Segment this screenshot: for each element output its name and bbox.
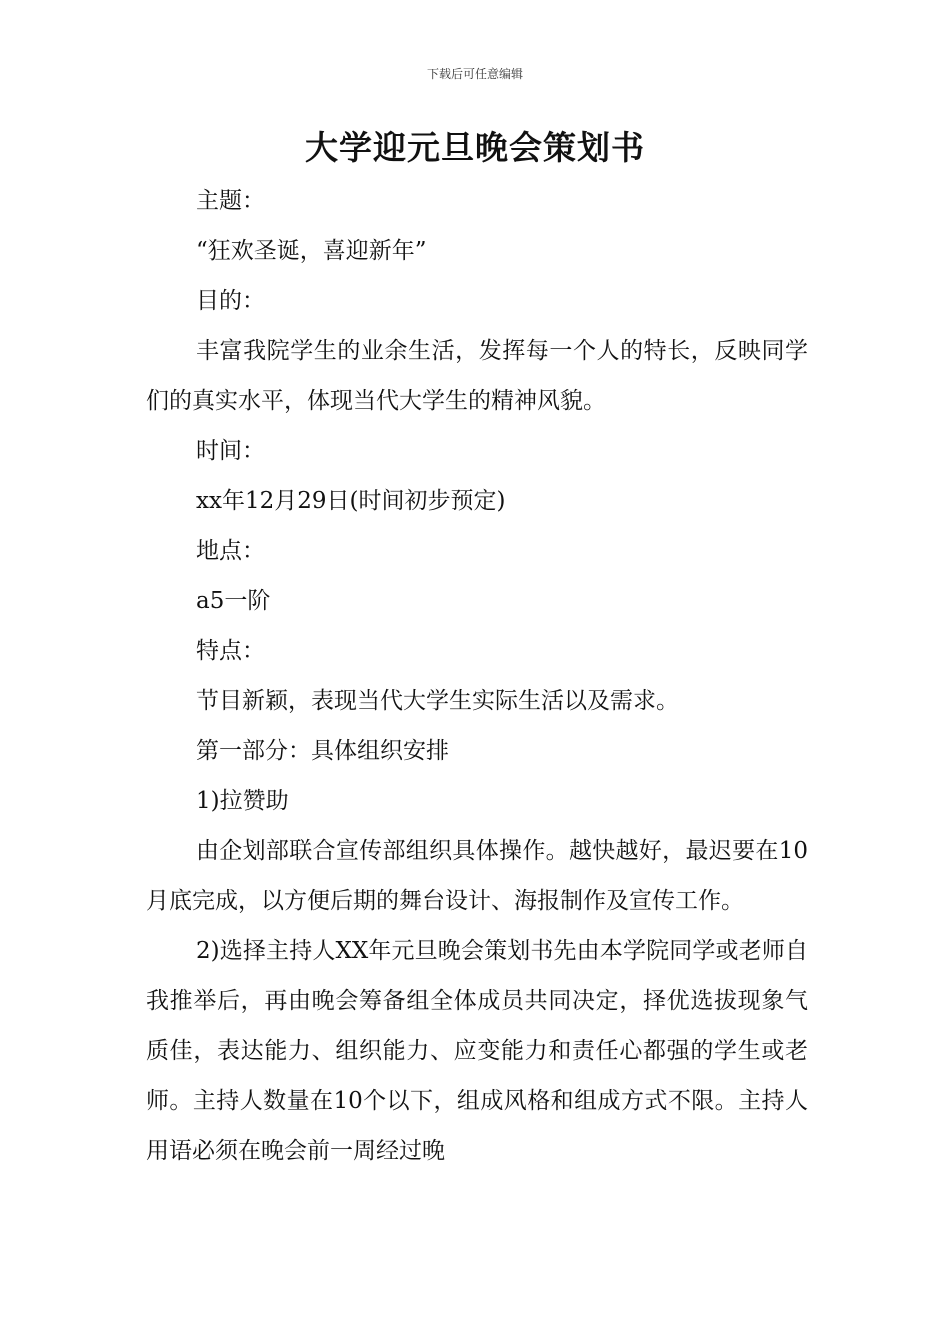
paragraph-time: xx年12月29日(时间初步预定) — [196, 488, 506, 514]
paragraph-location-label: 地点： — [196, 538, 265, 564]
paragraph-features-label: 特点： — [196, 638, 265, 664]
paragraph-item-1: 由企划部联合宣传部组织具体操作。越快越好，最迟要在10月底完成，以方便后期的舞台设计、海报制作及宣传工作。 — [146, 838, 808, 914]
paragraph-purpose-label: 目的： — [196, 288, 265, 314]
paragraph-features: 节目新颖，表现当代大学生实际生活以及需求。 — [196, 688, 679, 714]
paragraph-item-2: 2)选择主持人XX年元旦晚会策划书先由本学院同学或老师自我推举后，再由晚会筹备组全体成员共同决定，择优选拔现象气质佳，表达能力、组织能力、应变能力和责任心都强的学生或老师。主持人数量在10个以下，组成风格和组成方式不限。主持人用语必须在晚会前一周经过晚 — [146, 938, 808, 1164]
document-body — [146, 176, 808, 1176]
paragraph-location: a5一阶 — [196, 588, 271, 614]
header-note: 下载后可任意编辑 — [426, 67, 523, 81]
paragraph-item-1-heading: 1)拉赞助 — [196, 788, 289, 814]
paragraph-purpose: 丰富我院学生的业余生活，发挥每一个人的特长，反映同学们的真实水平，体现当代大学生的精神风貌。 — [146, 338, 808, 414]
paragraph-theme: “狂欢圣诞，喜迎新年” — [196, 238, 427, 264]
document-title: 大学迎元旦晚会策划书 — [305, 128, 645, 167]
paragraph-time-label: 时间： — [196, 438, 265, 464]
paragraph-section-heading: 第一部分：具体组织安排 — [196, 738, 449, 764]
paragraph-theme-label: 主题： — [196, 188, 265, 214]
